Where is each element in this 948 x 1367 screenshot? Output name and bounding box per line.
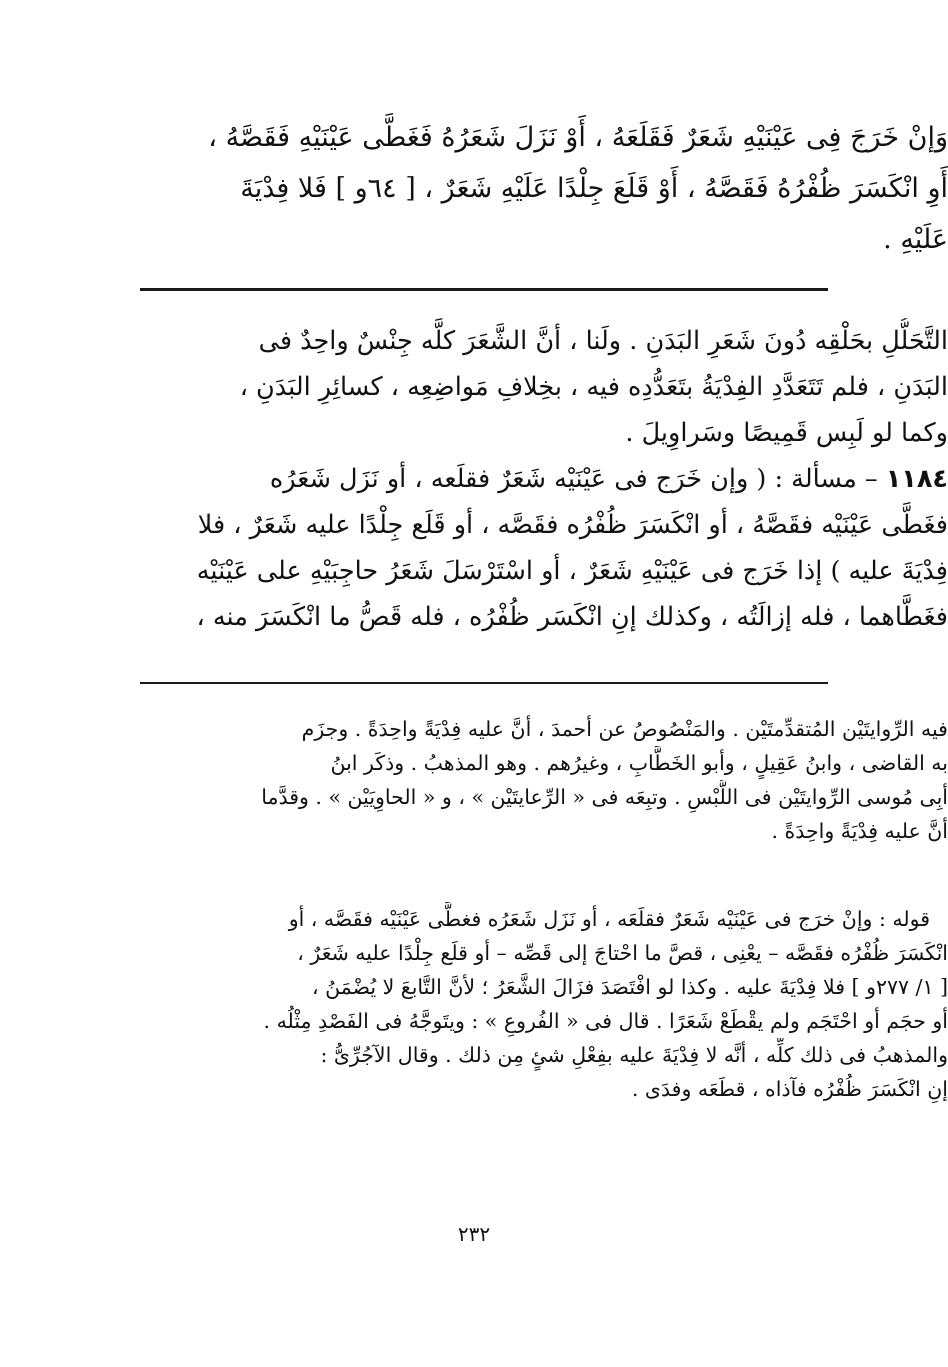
sharh-text — [128, 318, 948, 640]
sharh-line: وكما لو لَبِس قَمِيصًا وسَراوِيلَ . — [625, 418, 948, 448]
insaf-text — [128, 712, 948, 848]
insaf-line: انْكَسَرَ ظُفْرُه فقَصَّه – يعْنِى ، قصَّ ما احْتاجَ إلى قَصِّه – أو قلَع جِلْدًا عليه شَعَرٌ ، — [297, 941, 948, 965]
insaf-line: [ ١/ ٢٧٧و ] فلا فِدْيَةَ عليه . وكذا لو افْتَصَدَ فزَالَ الشَّعَرُ ؛ لأنَّ التَّابعَ لا يُضْمَنُ ، — [312, 975, 948, 999]
insaf-line: إنِ انْكَسَرَ ظُفْرُه فآذاه ، قطَعَه وفدَى . — [631, 1077, 948, 1101]
insaf-line: قوله : وإنْ خرَج فى عَيْنَيْه شَعَرٌ فقلَعَه ، أو نَزَل شَعَرُه فغطَّى عَيْنَيْه فقَصَّه ، أو — [288, 907, 930, 931]
masala-number: ١١٨٤ — [885, 464, 948, 494]
muqni-line: أَوِ انْكَسَرَ ظُفْرُهُ فَقَصَّهُ ، أَوْ قَلَعَ جِلْدًا عَلَيْهِ شَعَرٌ ، [ ٦٤و ] فَلا فِدْيَةَ — [240, 173, 948, 204]
section-divider-thin — [140, 682, 828, 684]
insaf-line: به القاضى ، وابنُ عَقِيلٍ ، وأبو الخَطَّابِ ، وغيرُهم . وهو المذهبُ . وذكَر ابنُ — [330, 751, 948, 775]
muqni-text — [128, 112, 948, 265]
sharh-line: فغَطَّاهما ، فله إزالَتُه ، وكذلك إنِ انْكَسَر ظُفْرُه ، فله قَصُّ ما انْكَسَرَ منه ، — [196, 602, 948, 632]
sharh-line: التَّحَلُّلِ بحَلْقِه دُونَ شَعَرِ البَدَنِ . ولَنا ، أنَّ الشَّعَرَ كلَّه جِنْسٌ واحِدٌ فى — [258, 326, 948, 356]
muqni-line: وَإنْ خَرَجَ فِى عَيْنَيْهِ شَعَرٌ فَقَلَعَهُ ، أَوْ نَزَلَ شَعَرُهُ فَغَطَّى عَيْنَيْهِ فَقَصَّهُ ، — [208, 122, 948, 153]
insaf-text-para2 — [128, 902, 948, 1106]
insaf-line: أبِى مُوسى الرِّوايتَيْن فى اللُّبْسِ . وتبِعَه فى « الرِّعايتَيْن » ، و « الحاوِيَيْن » . وقدَّما — [261, 785, 948, 809]
insaf-line: فيه الرِّوايتَيْن المُتقدِّمتَيْن . والمَنْصُوصُ عن أحمدَ ، أنَّ عليه فِدْيَةً واحِدَةً . وجزَم — [301, 717, 948, 741]
muqni-section — [128, 112, 948, 282]
sharh-line: البَدَنِ ، فلم تَتَعَدَّدِ الفِدْيَةُ بتَعَدُّدِه فيه ، بخِلافِ مَواضِعِه ، كسائِرِ البَدَنِ ، — [239, 372, 948, 402]
insaf-line: أو حجَم أو احْتَجَم ولم يقْطَعْ شَعَرًا . قال فى « الفُروعِ » : ويتَوجَّهُ فى الفَصْدِ مِثْلُه . — [263, 1009, 948, 1033]
page-number: ٢٣٢ — [457, 1222, 491, 1246]
masala-heading-text: – مسألة : ( وإن خَرَج فى عَيْنَيْه شَعَرٌ فقلَعه ، أو نَزَل شَعَرُه — [269, 464, 878, 494]
sharh-section — [128, 318, 948, 668]
insaf-section — [128, 712, 948, 1172]
insaf-line: أنَّ عليه فِدْيَةً واحِدَةً . — [771, 819, 948, 843]
masala-heading-line — [128, 456, 948, 502]
sharh-line: فغَطَّى عَيْنَيْه فقَصَّهُ ، أو انْكَسَرَ ظُفْرُه فقَصَّه ، أو قَلَع جِلْدًا عليه شَعَرٌ ، فلا — [197, 510, 948, 540]
sharh-line: فِدْيَةَ عليه ) إذا خَرَج فى عَيْنَيْهِ شَعَرٌ ، أو اسْتَرْسَلَ شَعَرُ حاجِبَيْهِ على عَيْنَيْه — [196, 556, 948, 586]
insaf-line: والمذهبُ فى ذلك كلِّه ، أنَّه لا فِدْيَةَ عليه بفِعْلِ شئٍ مِن ذلك . وقال الآجُرِّىُّ : — [320, 1043, 948, 1067]
muqni-line: عَلَيْهِ . — [883, 224, 948, 255]
section-divider-thick — [140, 288, 828, 291]
